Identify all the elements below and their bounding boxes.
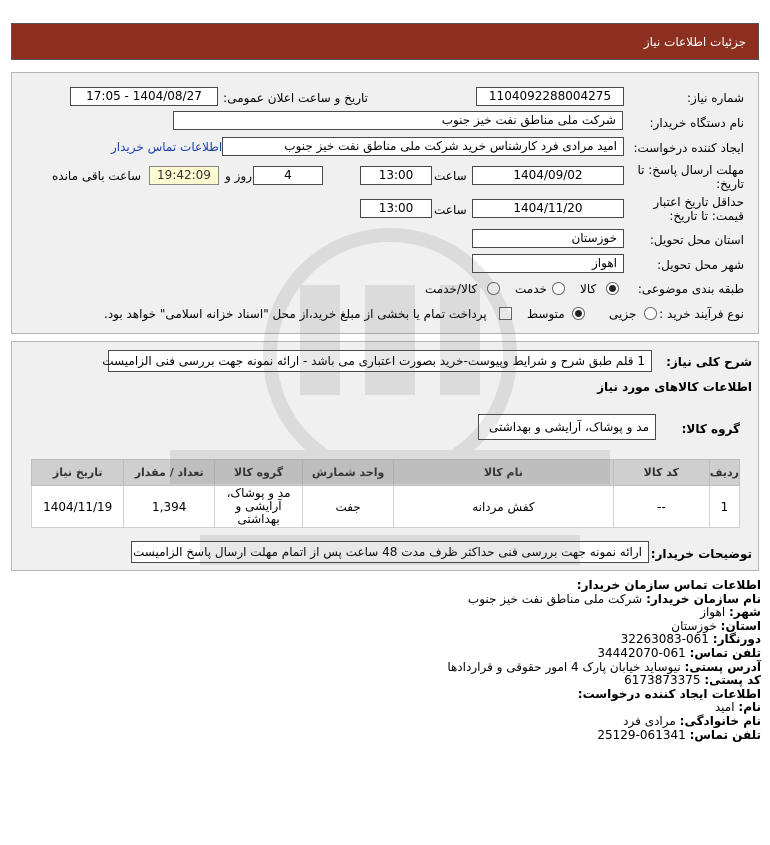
- deadline-date-field[interactable]: 1404/09/02: [472, 166, 624, 185]
- creator-line: نام خانوادگی: مرادی فرد: [623, 713, 761, 728]
- category-option-both: کالا/خدمت: [425, 282, 478, 296]
- creator-contact-title: اطلاعات ایجاد کننده درخواست:: [577, 686, 761, 701]
- remaining-timer: 19:42:09: [149, 166, 219, 185]
- days-remaining-field[interactable]: 4: [253, 166, 323, 185]
- col-row: ردیف: [709, 460, 739, 486]
- cell-date: 1404/11/19: [32, 486, 124, 528]
- creator-line: نام: امید: [714, 700, 761, 715]
- province-label: استان محل تحویل:: [649, 233, 744, 247]
- cell-qty: 1,394: [124, 486, 214, 528]
- buyer-org-field[interactable]: شرکت ملی مناطق نفت خیز جنوب: [173, 111, 623, 130]
- contact-line: کد پستی: 6173873375: [624, 673, 761, 688]
- deadline-time-label: ساعت: [434, 169, 467, 183]
- city-label: شهر محل تحویل:: [657, 258, 744, 272]
- city-field[interactable]: اهواز: [472, 254, 624, 273]
- cell-group: مد و پوشاک، آرایشی و بهداشتی: [214, 486, 302, 528]
- announce-label: تاریخ و ساعت اعلان عمومی:: [223, 91, 368, 105]
- col-code: کد کالا: [613, 460, 709, 486]
- validity-date-field[interactable]: 1404/11/20: [472, 199, 624, 218]
- buyer-org-label: نام دستگاه خریدار:: [649, 116, 744, 130]
- items-table-header: [32, 460, 740, 486]
- contact-line: دورنگار: 061-32263083: [620, 632, 761, 647]
- category-option-goods: کالا: [580, 282, 597, 296]
- col-name: نام کالا: [393, 460, 613, 486]
- contact-line: استان: خوزستان: [671, 618, 761, 633]
- buyer-notes-field[interactable]: ارائه نمونه جهت بررسی فنی حداکثر ظرف مدت 48 ساعت پس از اتمام مهلت ارسال پاسخ الزامیست: [131, 541, 649, 563]
- announce-field[interactable]: 1404/08/27 - 17:05: [70, 87, 218, 106]
- category-radio-service[interactable]: [552, 282, 565, 295]
- need-info-panel: [11, 72, 759, 334]
- creator-field[interactable]: امید مرادی فرد کارشناس خرید شرکت ملی مناطق نفت خیز جنوب: [222, 137, 624, 156]
- validity-label: حداقل تاریخ اعتبار: [653, 195, 744, 209]
- cell-code: --: [613, 486, 709, 528]
- process-label: نوع فرآیند خرید :: [659, 307, 744, 321]
- days-label: روز و: [225, 169, 252, 183]
- col-date: تاریخ نیاز: [32, 460, 124, 486]
- remaining-label: ساعت باقی مانده: [52, 169, 142, 183]
- category-radio-both[interactable]: [487, 282, 500, 295]
- goods-panel: [11, 341, 759, 571]
- page-title: جزئیات اطلاعات نیاز: [643, 35, 746, 49]
- cell-unit: جفت: [303, 486, 394, 528]
- contact-line: تلفن تماس: 061-34442070: [597, 645, 761, 660]
- process-option-minor: جزیی: [609, 307, 637, 321]
- category-option-service: خدمت: [515, 282, 547, 296]
- category-label: طبقه بندی موضوعی:: [637, 282, 744, 296]
- goods-info-title: اطلاعات کالاهای مورد نیاز: [597, 380, 752, 394]
- contact-title: اطلاعات تماس سازمان خریدار:: [576, 578, 761, 592]
- cell-row: 1: [709, 486, 739, 528]
- table-row[interactable]: [32, 486, 740, 528]
- validity-time-label: ساعت: [434, 203, 467, 217]
- process-radio-minor[interactable]: [644, 307, 657, 320]
- general-desc-field[interactable]: 1 قلم طبق شرح و شرایط وپیوست-خرید بصورت اعتباری می باشد - ارائه نمونه جهت بررسی فنی الزامیست: [108, 350, 652, 372]
- contact-section: [11, 579, 761, 742]
- deadline-label-date: تاریخ:: [716, 177, 744, 191]
- goods-group-label: گروه کالا:: [681, 422, 740, 436]
- buyer-contact-link[interactable]: اطلاعات تماس خریدار: [111, 140, 223, 154]
- validity-label-date: قیمت: تا تاریخ:: [669, 209, 744, 223]
- creator-line: تلفن تماس: 061341-25129: [597, 727, 761, 742]
- col-unit: واحد شمارش: [303, 460, 394, 486]
- contact-line: شهر: اهواز: [700, 605, 761, 620]
- province-field[interactable]: خوزستان: [472, 229, 624, 248]
- need-number-label: شماره نیاز:: [687, 91, 744, 105]
- general-desc-label: شرح کلی نیاز:: [666, 355, 752, 369]
- buyer-notes-label: توضیحات خریدار:: [650, 547, 752, 561]
- col-qty: تعداد / مقدار: [124, 460, 214, 486]
- process-option-medium: متوسط: [527, 307, 565, 321]
- cell-name: کفش مردانه: [393, 486, 613, 528]
- treasury-payment-checkbox[interactable]: [499, 307, 512, 320]
- need-number-field[interactable]: 1104092288004275: [476, 87, 624, 106]
- validity-time-field[interactable]: 13:00: [360, 199, 432, 218]
- goods-group-field[interactable]: مد و پوشاک، آرایشی و بهداشتی: [478, 414, 656, 440]
- deadline-label: مهلت ارسال پاسخ: تا: [637, 163, 744, 177]
- items-table: [31, 459, 740, 528]
- page-title-bar: [11, 23, 759, 60]
- deadline-time-field[interactable]: 13:00: [360, 166, 432, 185]
- treasury-payment-note: پرداخت تمام یا بخشی از مبلغ خرید،از محل "اسناد خزانه اسلامی" خواهد بود.: [104, 307, 487, 321]
- creator-label: ایجاد کننده درخواست:: [633, 141, 744, 155]
- process-radio-medium[interactable]: [572, 307, 585, 320]
- col-group: گروه کالا: [214, 460, 302, 486]
- category-radio-goods[interactable]: [606, 282, 619, 295]
- contact-line: نام سازمان خریدار: شرکت ملی مناطق نفت خیز جنوب: [467, 591, 761, 606]
- contact-line: آدرس پستی: نیوساید خیابان پارک 4 امور حقوقی و قراردادها: [447, 659, 761, 674]
